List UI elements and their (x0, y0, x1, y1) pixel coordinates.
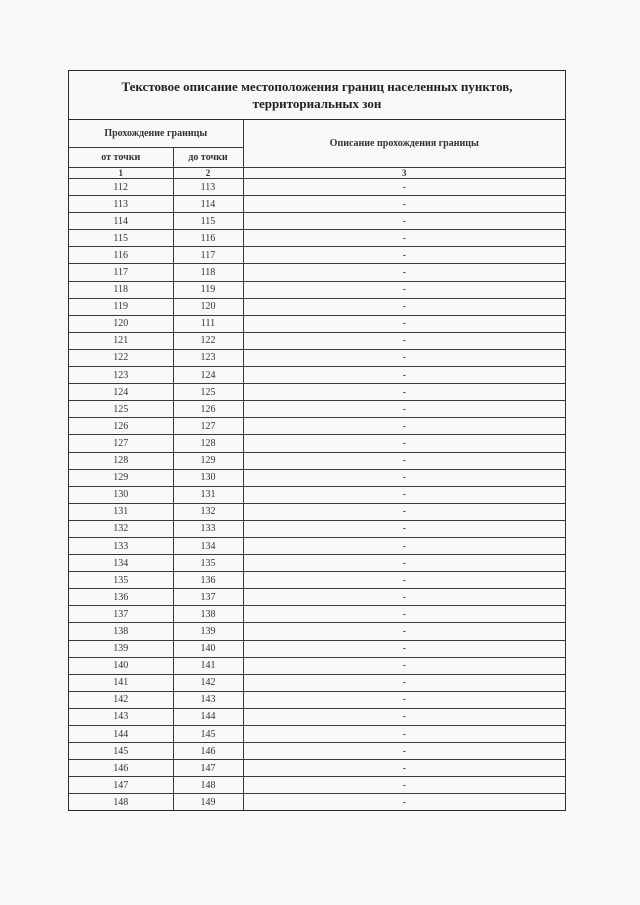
from-point-cell: 130 (69, 486, 173, 503)
to-point-cell: 120 (173, 298, 243, 315)
table-row (69, 794, 565, 811)
table-row (69, 230, 565, 247)
from-point-cell: 139 (69, 640, 173, 657)
description-cell: - (243, 196, 565, 213)
to-point-cell: 145 (173, 726, 243, 743)
from-point-cell: 127 (69, 435, 173, 452)
description-cell: - (243, 332, 565, 349)
column-number-3: 3 (243, 168, 565, 179)
description-cell: - (243, 520, 565, 537)
description-cell: - (243, 503, 565, 520)
from-point-cell: 143 (69, 708, 173, 725)
column-number-1: 1 (69, 168, 173, 179)
from-point-cell: 132 (69, 520, 173, 537)
description-cell: - (243, 623, 565, 640)
to-point-cell: 127 (173, 418, 243, 435)
from-point-cell: 138 (69, 623, 173, 640)
to-point-cell: 147 (173, 760, 243, 777)
to-point-cell: 119 (173, 281, 243, 298)
description-cell: - (243, 657, 565, 674)
header-from-point: от точки (69, 148, 173, 168)
description-cell: - (243, 418, 565, 435)
description-cell: - (243, 708, 565, 725)
table-row (69, 401, 565, 418)
from-point-cell: 121 (69, 332, 173, 349)
from-point-cell: 114 (69, 213, 173, 230)
title-line-2: территориальных зон (252, 96, 382, 111)
table-row (69, 726, 565, 743)
description-cell: - (243, 452, 565, 469)
to-point-cell: 114 (173, 196, 243, 213)
table-row (69, 486, 565, 503)
to-point-cell: 130 (173, 469, 243, 486)
to-point-cell: 132 (173, 503, 243, 520)
to-point-cell: 143 (173, 691, 243, 708)
to-point-cell: 129 (173, 452, 243, 469)
to-point-cell: 117 (173, 247, 243, 264)
table-row (69, 555, 565, 572)
to-point-cell: 149 (173, 794, 243, 811)
description-cell: - (243, 247, 565, 264)
from-point-cell: 124 (69, 384, 173, 401)
to-point-cell: 144 (173, 708, 243, 725)
table-row (69, 572, 565, 589)
table-row (69, 367, 565, 384)
table-row (69, 606, 565, 623)
description-cell: - (243, 640, 565, 657)
table-row (69, 537, 565, 554)
description-cell: - (243, 572, 565, 589)
description-cell: - (243, 691, 565, 708)
from-point-cell: 142 (69, 691, 173, 708)
table-row (69, 247, 565, 264)
table-row (69, 418, 565, 435)
document-title (69, 71, 565, 120)
to-point-cell: 138 (173, 606, 243, 623)
description-cell: - (243, 674, 565, 691)
description-cell: - (243, 469, 565, 486)
from-point-cell: 145 (69, 743, 173, 760)
description-cell: - (243, 486, 565, 503)
to-point-cell: 136 (173, 572, 243, 589)
table-row (69, 384, 565, 401)
from-point-cell: 129 (69, 469, 173, 486)
to-point-cell: 131 (173, 486, 243, 503)
description-cell: - (243, 213, 565, 230)
table-row (69, 213, 565, 230)
from-point-cell: 118 (69, 281, 173, 298)
table-row (69, 281, 565, 298)
header-boundary-passage: Прохождение границы (69, 120, 243, 148)
to-point-cell: 141 (173, 657, 243, 674)
to-point-cell: 118 (173, 264, 243, 281)
description-cell: - (243, 401, 565, 418)
from-point-cell: 147 (69, 777, 173, 794)
to-point-cell: 126 (173, 401, 243, 418)
from-point-cell: 113 (69, 196, 173, 213)
to-point-cell: 134 (173, 537, 243, 554)
table-row (69, 777, 565, 794)
table-row (69, 691, 565, 708)
from-point-cell: 137 (69, 606, 173, 623)
from-point-cell: 126 (69, 418, 173, 435)
table-row (69, 349, 565, 366)
to-point-cell: 116 (173, 230, 243, 247)
table-row (69, 452, 565, 469)
description-cell: - (243, 743, 565, 760)
description-cell: - (243, 179, 565, 196)
table-row (69, 298, 565, 315)
from-point-cell: 115 (69, 230, 173, 247)
table-body (69, 179, 565, 811)
from-point-cell: 146 (69, 760, 173, 777)
from-point-cell: 133 (69, 537, 173, 554)
table-row (69, 623, 565, 640)
title-line-1: Текстовое описание местоположения границ населенных пунктов, (121, 79, 513, 94)
description-cell: - (243, 384, 565, 401)
to-point-cell: 140 (173, 640, 243, 657)
table-row (69, 708, 565, 725)
table-row (69, 264, 565, 281)
to-point-cell: 124 (173, 367, 243, 384)
to-point-cell: 135 (173, 555, 243, 572)
from-point-cell: 141 (69, 674, 173, 691)
description-cell: - (243, 760, 565, 777)
description-cell: - (243, 298, 565, 315)
description-cell: - (243, 589, 565, 606)
to-point-cell: 139 (173, 623, 243, 640)
table-row (69, 179, 565, 196)
table-row (69, 315, 565, 332)
table-row (69, 196, 565, 213)
description-cell: - (243, 555, 565, 572)
to-point-cell: 137 (173, 589, 243, 606)
from-point-cell: 134 (69, 555, 173, 572)
description-cell: - (243, 281, 565, 298)
description-cell: - (243, 606, 565, 623)
to-point-cell: 133 (173, 520, 243, 537)
from-point-cell: 128 (69, 452, 173, 469)
table-row (69, 435, 565, 452)
from-point-cell: 148 (69, 794, 173, 811)
description-cell: - (243, 726, 565, 743)
description-cell: - (243, 435, 565, 452)
table-row (69, 520, 565, 537)
description-cell: - (243, 349, 565, 366)
description-cell: - (243, 794, 565, 811)
description-cell: - (243, 537, 565, 554)
header-description: Описание прохождения границы (243, 120, 565, 168)
to-point-cell: 123 (173, 349, 243, 366)
to-point-cell: 148 (173, 777, 243, 794)
from-point-cell: 116 (69, 247, 173, 264)
table-row (69, 743, 565, 760)
table-row (69, 760, 565, 777)
description-cell: - (243, 315, 565, 332)
table-row (69, 503, 565, 520)
to-point-cell: 125 (173, 384, 243, 401)
from-point-cell: 136 (69, 589, 173, 606)
column-number-2: 2 (173, 168, 243, 179)
from-point-cell: 122 (69, 349, 173, 366)
to-point-cell: 146 (173, 743, 243, 760)
from-point-cell: 135 (69, 572, 173, 589)
description-cell: - (243, 367, 565, 384)
to-point-cell: 142 (173, 674, 243, 691)
boundary-table (69, 120, 565, 810)
from-point-cell: 117 (69, 264, 173, 281)
from-point-cell: 125 (69, 401, 173, 418)
header-to-point: до точки (173, 148, 243, 168)
to-point-cell: 128 (173, 435, 243, 452)
table-row (69, 332, 565, 349)
from-point-cell: 140 (69, 657, 173, 674)
to-point-cell: 122 (173, 332, 243, 349)
table-row (69, 674, 565, 691)
to-point-cell: 115 (173, 213, 243, 230)
from-point-cell: 120 (69, 315, 173, 332)
from-point-cell: 119 (69, 298, 173, 315)
from-point-cell: 131 (69, 503, 173, 520)
table-row (69, 657, 565, 674)
from-point-cell: 144 (69, 726, 173, 743)
boundary-table-frame (68, 70, 566, 811)
from-point-cell: 112 (69, 179, 173, 196)
description-cell: - (243, 230, 565, 247)
description-cell: - (243, 264, 565, 281)
table-row (69, 589, 565, 606)
table-row (69, 469, 565, 486)
description-cell: - (243, 777, 565, 794)
from-point-cell: 123 (69, 367, 173, 384)
table-row (69, 640, 565, 657)
to-point-cell: 113 (173, 179, 243, 196)
to-point-cell: 111 (173, 315, 243, 332)
